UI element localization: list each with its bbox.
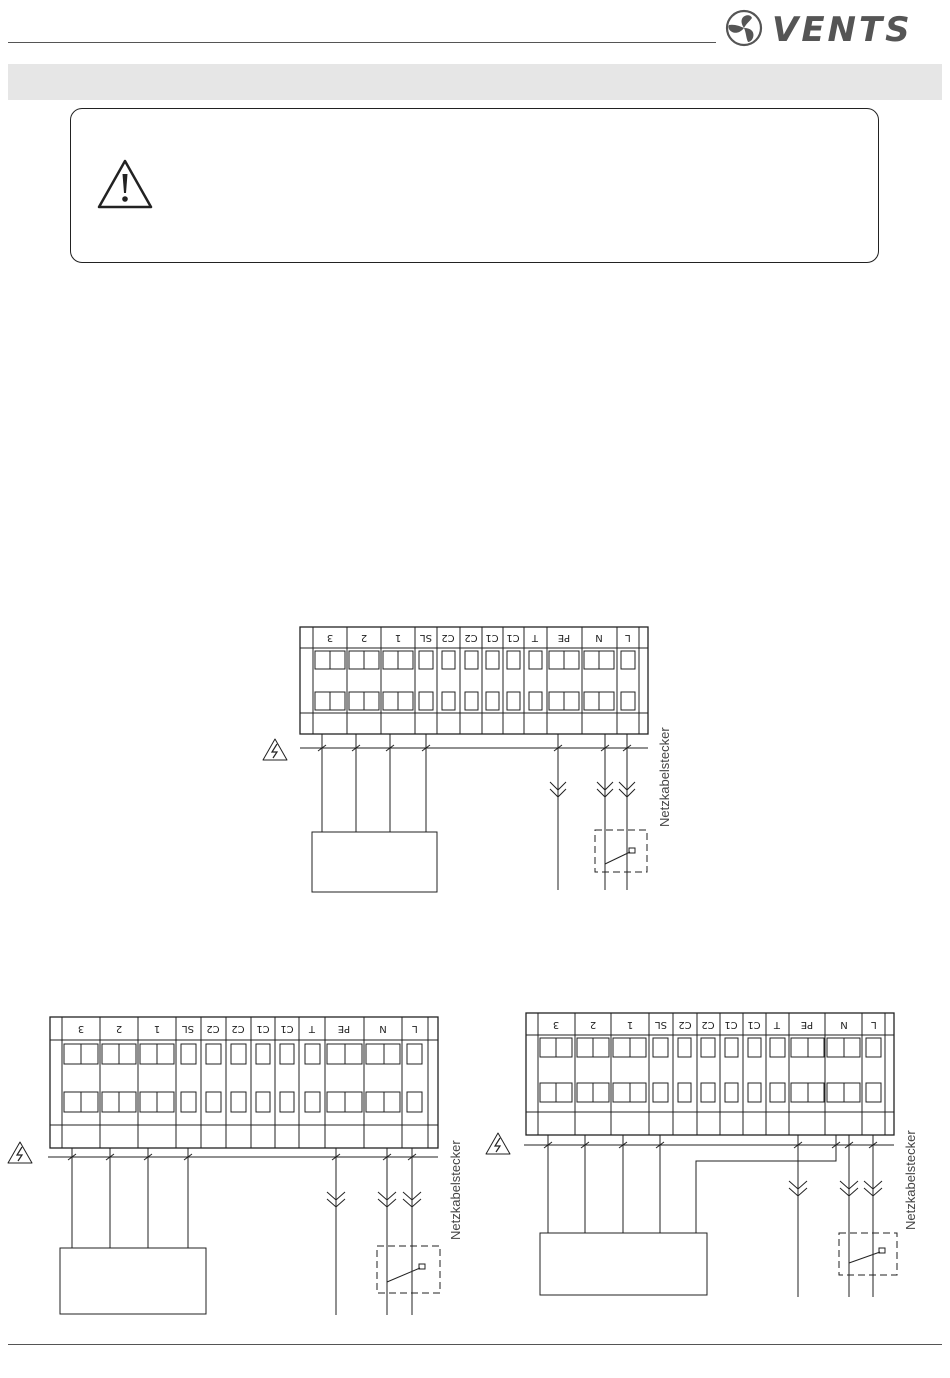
terminal-label: 1: [153, 1023, 161, 1034]
terminal-label: PE: [337, 1023, 351, 1034]
terminal-label: SL: [420, 632, 432, 643]
terminal-label: N: [379, 1023, 387, 1034]
terminal-label: C2: [678, 1019, 692, 1030]
terminal-label: C2: [441, 632, 455, 643]
terminal-label: T: [773, 1019, 781, 1030]
terminal-label: T: [308, 1023, 316, 1034]
terminal-label: L: [412, 1023, 418, 1034]
terminal-label: 3: [77, 1023, 85, 1034]
terminal-label: C1: [280, 1023, 294, 1034]
footer-rule: [8, 1344, 942, 1345]
terminal-label: C2: [206, 1023, 220, 1034]
wiring-diagram-2-lower: [0, 1010, 470, 1330]
terminal-label: C1: [747, 1019, 761, 1030]
terminal-label: N: [840, 1019, 848, 1030]
vents-logo: [716, 8, 942, 48]
terminal-label: 3: [326, 632, 334, 643]
terminal-label: SL: [655, 1019, 667, 1030]
warning-icon: [95, 157, 155, 213]
terminal-label: SL: [182, 1023, 194, 1034]
brand-logo-text: VENTS: [772, 10, 913, 48]
header-rule: [8, 42, 716, 43]
warning-box: [70, 108, 879, 263]
terminal-label: C1: [485, 632, 499, 643]
terminal-label: PE: [557, 632, 571, 643]
plug-label: Netzkabelstecker: [448, 1140, 463, 1240]
terminal-label: 2: [589, 1019, 597, 1030]
terminal-label: L: [871, 1019, 877, 1030]
terminal-label: PE: [800, 1019, 814, 1030]
terminal-label: 2: [115, 1023, 123, 1034]
terminal-label: C1: [724, 1019, 738, 1030]
plug-label: Netzkabelstecker: [657, 727, 672, 827]
terminal-label: T: [531, 632, 539, 643]
terminal-label: C1: [506, 632, 520, 643]
terminal-label: C2: [701, 1019, 715, 1030]
terminal-label: C2: [231, 1023, 245, 1034]
plug-label: Netzkabelstecker: [903, 1130, 918, 1230]
terminal-label: 2: [360, 632, 368, 643]
terminal-label: 1: [394, 632, 402, 643]
terminal-label: C2: [464, 632, 478, 643]
wiring-diagram-3: [480, 1005, 945, 1305]
terminal-label: 1: [626, 1019, 634, 1030]
terminal-label: L: [625, 632, 631, 643]
fan-logo-icon: [727, 11, 761, 45]
terminal-label: N: [595, 632, 603, 643]
section-header-band: [8, 64, 942, 100]
wiring-diagram-1: [250, 620, 700, 900]
terminal-label: C1: [256, 1023, 270, 1034]
terminal-label: 3: [552, 1019, 560, 1030]
